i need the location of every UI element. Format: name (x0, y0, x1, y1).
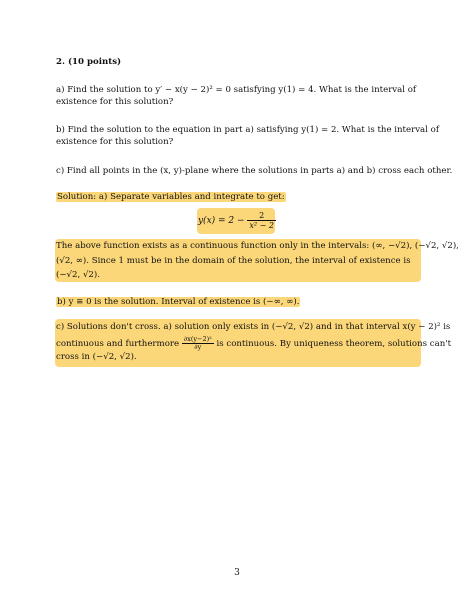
part-b-answer-line (56, 297, 300, 308)
part-b-question-line2: existence for this solution? (56, 137, 174, 147)
solution-equation (0, 211, 474, 230)
part-b-answer: b) y ≡ 0 is the solution. Interval of existence is (−∞, ∞). (57, 297, 300, 307)
part-a-question-line1: a) Find the solution to y′ − x(y − 2)² = 0 satisfying y(1) = 4. What is the interval of (56, 85, 417, 95)
solution-intro: Solution: a) Separate variables and integrate to get: (57, 192, 285, 202)
equation-fraction (247, 211, 276, 230)
part-a-question-line2: existence for this solution? (56, 97, 174, 107)
partial-derivative-fraction (182, 336, 214, 351)
solution-intro-line (56, 192, 286, 203)
part-c-answer-line2 (56, 336, 451, 351)
problem-header: 2. (10 points) (56, 57, 122, 67)
part-c-line2-pre: continuous and furthermore (56, 339, 180, 349)
partial-numerator: ∂x(y−2)² (183, 335, 212, 343)
part-c-line2-post: is continuous. By uniqueness theorem, solutions can't (216, 339, 452, 349)
equation-denominator: x² − 2 (249, 221, 275, 230)
part-c-question: c) Find all points in the (x, y)-plane where the solutions in parts a) and b) cross each other. (56, 166, 453, 176)
part-a-answer-line2: (√2, ∞). Since 1 must be in the domain of the solution, the interval of existence is (56, 256, 411, 266)
part-b-question-line1: b) Find the solution to the equation in part a) satisfying y(1) = 2. What is the interval of (56, 125, 440, 135)
equation-numerator: 2 (247, 211, 276, 221)
page-number: 3 (234, 568, 240, 578)
partial-denominator: ∂y (194, 343, 202, 351)
part-c-answer-line1: c) Solutions don't cross. a) solution only exists in (−√2, √2) and in that interval x(y − 2)² is (56, 322, 451, 332)
part-a-answer-line3: (−√2, √2). (56, 270, 100, 280)
part-c-answer-line3: cross in (−√2, √2). (56, 352, 137, 362)
equation-left: y(x) = 2 − (197, 216, 245, 226)
part-a-answer-line1: The above function exists as a continuous function only in the intervals: (∞, −√2), (−√2, √2), (56, 241, 459, 251)
